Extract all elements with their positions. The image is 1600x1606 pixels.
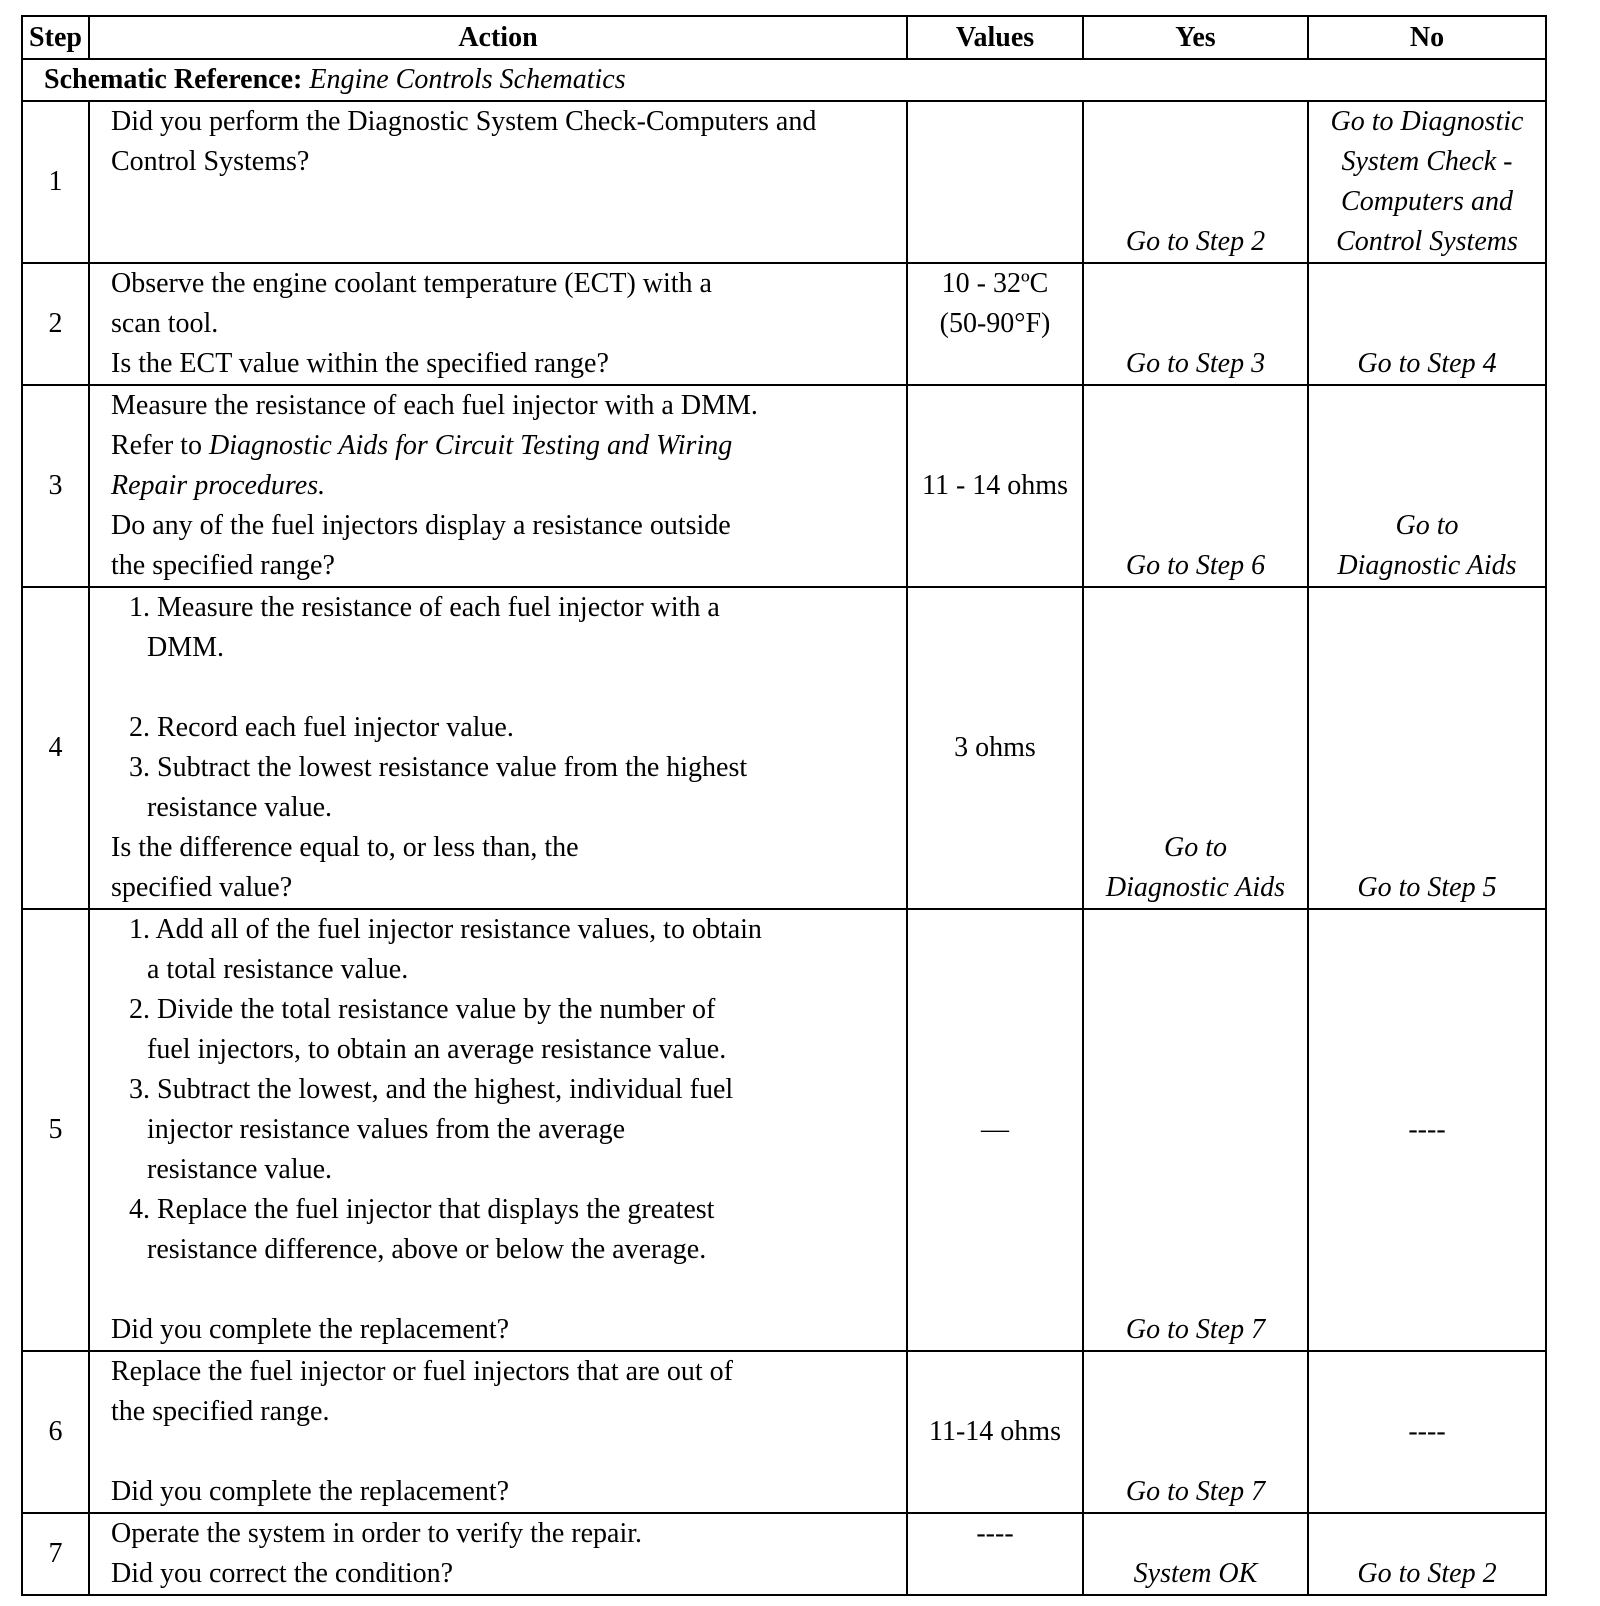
yes-cell[interactable]: Go to Step 2 [1083, 101, 1308, 263]
header-values: Values [907, 16, 1083, 59]
action-cell: 1. Measure the resistance of each fuel injector with a DMM. 2. Record each fuel injector value. 3. Subtract the lowest resistance value from the highest resistance value. Is the difference equal to, or less than, the specified value? [89, 587, 907, 909]
values-cell: ---- [907, 1513, 1083, 1595]
yes-cell[interactable]: Go to Step 7 [1083, 909, 1308, 1351]
no-cell[interactable]: Go to Step 5 [1308, 587, 1546, 909]
step-number: 6 [22, 1351, 89, 1513]
table-row [22, 1351, 1546, 1513]
header-action: Action [89, 16, 907, 59]
step-number: 5 [22, 909, 89, 1351]
step-number: 1 [22, 101, 89, 263]
schematic-label: Schematic Reference: [44, 64, 303, 95]
step-number: 3 [22, 385, 89, 587]
yes-cell[interactable]: System OK [1083, 1513, 1308, 1595]
step-number: 4 [22, 587, 89, 909]
action-cell: Replace the fuel injector or fuel injectors that are out of the specified range. Did you complete the replacement? [89, 1351, 907, 1513]
table-row [22, 909, 1546, 1351]
no-cell[interactable]: Go to Step 2 [1308, 1513, 1546, 1595]
action-cell: Measure the resistance of each fuel injector with a DMM. Refer to Diagnostic Aids for Circuit Testing and Wiring Repair procedures. Do any of the fuel injectors display a resistance outside the specified range? [89, 385, 907, 587]
no-cell: ---- [1308, 909, 1546, 1351]
values-cell: — [907, 909, 1083, 1351]
diagnostic-aids-link[interactable]: Diagnostic Aids for Circuit Testing and Wiring [208, 430, 733, 461]
yes-cell[interactable]: Go to Diagnostic Aids [1083, 587, 1308, 909]
values-cell: 11 - 14 ohms [907, 385, 1083, 587]
action-cell: 1. Add all of the fuel injector resistance values, to obtain a total resistance value. 2. Divide the total resistance value by the number of fuel injectors, to obtain an average resistance value. 3. Subtract the lowest, and the highest, individual fuel injector resistance values from the average resistance value. 4. Replace the fuel injector that displays the greatest resistance difference, above or below the average. Did you complete the replacement? [89, 909, 907, 1351]
table-row [22, 1513, 1546, 1595]
header-yes: Yes [1083, 16, 1308, 59]
table-row [22, 263, 1546, 385]
header-row [22, 16, 1546, 59]
diagnostic-table [21, 15, 1547, 1596]
schematic-link[interactable]: Engine Controls Schematics [309, 64, 626, 95]
schematic-reference [22, 59, 1546, 101]
no-cell[interactable]: Go to Diagnostic Aids [1308, 385, 1546, 587]
no-cell[interactable]: Go to Step 4 [1308, 263, 1546, 385]
values-cell: 10 - 32ºC (50-90°F) [907, 263, 1083, 385]
yes-cell[interactable]: Go to Step 7 [1083, 1351, 1308, 1513]
values-cell: 11-14 ohms [907, 1351, 1083, 1513]
table-row [22, 385, 1546, 587]
action-cell: Operate the system in order to verify the repair. Did you correct the condition? [89, 1513, 907, 1595]
step-number: 7 [22, 1513, 89, 1595]
values-cell: 3 ohms [907, 587, 1083, 909]
yes-cell[interactable]: Go to Step 3 [1083, 263, 1308, 385]
action-cell: Did you perform the Diagnostic System Check-Computers and Control Systems? [89, 101, 907, 263]
step-number: 2 [22, 263, 89, 385]
no-cell[interactable]: Go to Diagnostic System Check - Computers and Control Systems [1308, 101, 1546, 263]
action-cell: Observe the engine coolant temperature (ECT) with a scan tool. Is the ECT value within the specified range? [89, 263, 907, 385]
table-row [22, 587, 1546, 909]
header-no: No [1308, 16, 1546, 59]
no-cell: ---- [1308, 1351, 1546, 1513]
header-step: Step [22, 16, 89, 59]
values-cell [907, 101, 1083, 263]
table-row [22, 101, 1546, 263]
yes-cell[interactable]: Go to Step 6 [1083, 385, 1308, 587]
schematic-row [22, 59, 1546, 101]
